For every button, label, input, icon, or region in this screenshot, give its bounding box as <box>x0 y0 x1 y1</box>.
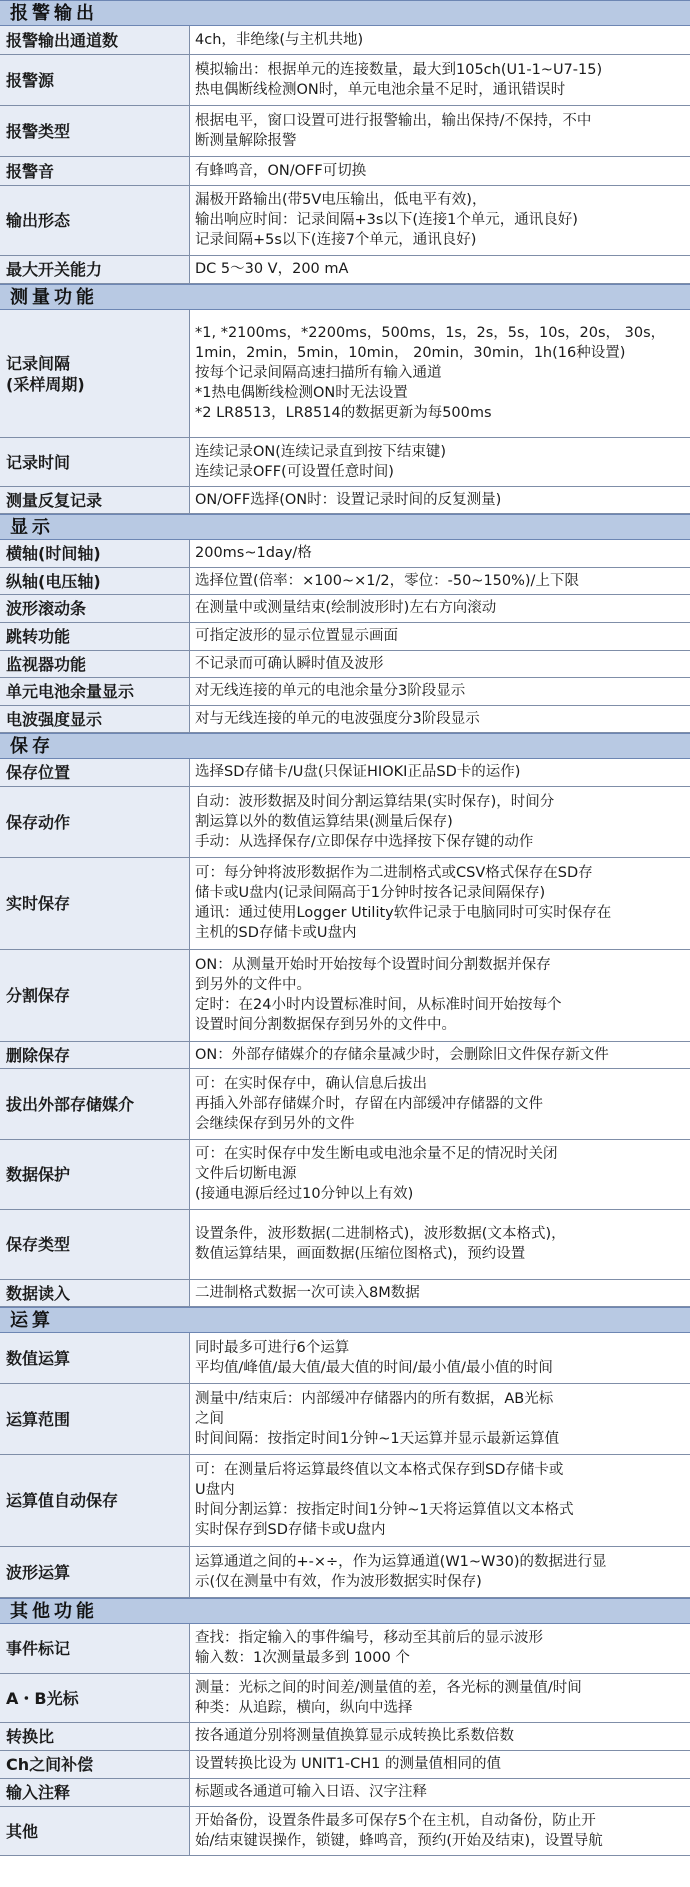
spec-value-line: U盘内 <box>195 1482 235 1498</box>
spec-value <box>190 623 690 650</box>
spec-value-line: 同时最多可进行6个运算 <box>195 1339 350 1356</box>
spec-row <box>0 1333 690 1384</box>
spec-row <box>0 651 690 678</box>
spec-value-line: 设置时间分割数据保存到另外的文件中。 <box>195 1017 456 1033</box>
spec-value-line: *2 LR8513，LR8514的数据更新为每500ms <box>195 405 492 421</box>
spec-row <box>0 1751 690 1779</box>
spec-value-line: *1热电偶断线检测ON时无法设置 <box>195 385 408 401</box>
spec-value-line: 输入数：1次测量最多到 1000 个 <box>195 1650 410 1666</box>
spec-key: Ch之间补偿 <box>0 1751 190 1778</box>
spec-value <box>190 1674 690 1722</box>
spec-key: 转换比 <box>0 1723 190 1750</box>
spec-value-line: 时间间隔：按指定时间1分钟~1天运算并显示最新运算值 <box>195 1430 560 1447</box>
spec-value-line: 连续记录OFF(可设置任意时间) <box>195 463 394 480</box>
spec-value <box>190 1069 690 1139</box>
spec-value <box>190 1280 690 1306</box>
spec-row <box>0 1384 690 1455</box>
spec-value-line: 测量中/结束后：内部缓冲存储器内的所有数据，AB光标 <box>195 1390 554 1407</box>
spec-value <box>190 1140 690 1209</box>
spec-value <box>190 438 690 486</box>
spec-key: 单元电池余量显示 <box>0 678 190 705</box>
spec-key: 删除保存 <box>0 1042 190 1068</box>
spec-key: 监视器功能 <box>0 651 190 677</box>
spec-value <box>190 1384 690 1454</box>
spec-key: 波形滚动条 <box>0 595 190 622</box>
spec-row <box>0 1210 690 1280</box>
spec-value-line: *1, *2100ms，*2200ms，500ms，1s，2s，5s，10s，20s， 30s， <box>195 325 666 341</box>
spec-value <box>190 568 690 594</box>
spec-value <box>190 1779 690 1806</box>
spec-value-line: 按每个记录间隔高速扫描所有输入通道 <box>195 365 442 381</box>
spec-value <box>190 186 690 255</box>
spec-row <box>0 568 690 595</box>
section-header: 运算 <box>0 1307 690 1333</box>
spec-key: 保存位置 <box>0 759 190 786</box>
section-header: 保存 <box>0 733 690 759</box>
spec-value-line: 测量：光标之间的时间差/测量值的差，各光标的测量值/时间 <box>195 1679 582 1696</box>
spec-key: 数据读入 <box>0 1280 190 1306</box>
spec-value <box>190 950 690 1041</box>
spec-row <box>0 858 690 950</box>
spec-key: 纵轴(电压轴) <box>0 568 190 594</box>
spec-row <box>0 623 690 651</box>
spec-value-line: 时间分割运算：按指定时间1分钟~1天将运算值以文本格式 <box>195 1502 574 1518</box>
spec-key: 实时保存 <box>0 858 190 949</box>
spec-row <box>0 787 690 858</box>
spec-row <box>0 1140 690 1210</box>
spec-value-line: 通讯：通过使用Logger Utility软件记录于电脑同时可实时保存在 <box>195 905 612 921</box>
spec-value <box>190 1807 690 1855</box>
spec-key: 电波强度显示 <box>0 706 190 732</box>
spec-value-line: 有蜂鸣音，ON/OFF可切换 <box>195 162 367 179</box>
spec-value-line: 断测量解除报警 <box>195 132 297 149</box>
spec-row <box>0 1455 690 1547</box>
spec-key: 报警输出通道数 <box>0 26 190 54</box>
spec-row <box>0 1547 690 1598</box>
spec-value <box>190 706 690 732</box>
spec-key: 拔出外部存储媒介 <box>0 1069 190 1139</box>
spec-value-line: 数值运算结果，画面数据(压缩位图格式)，预约设置 <box>195 1246 526 1262</box>
spec-value-line: 可：每分钟将波形数据作为二进制格式或CSV格式保存在SD存 <box>195 865 593 881</box>
spec-value <box>190 1042 690 1068</box>
spec-value-line: 到另外的文件中。 <box>195 977 311 993</box>
spec-value-line: ON：外部存储媒介的存储余量减少时，会删除旧文件保存新文件 <box>195 1046 609 1063</box>
spec-value-line: 热电偶断线检测ON时，单元电池余量不足时，通讯错误时 <box>195 81 566 98</box>
spec-key: 输入注释 <box>0 1779 190 1806</box>
spec-value-line: 开始备份，设置条件最多可保存5个在主机，自动备份，防止开 <box>195 1812 596 1829</box>
spec-key: A・B光标 <box>0 1674 190 1722</box>
spec-key: 记录时间 <box>0 438 190 486</box>
spec-row <box>0 487 690 514</box>
spec-value-line: 选择SD存储卡/U盘(只保证HIOKI正品SD卡的运作) <box>195 764 521 780</box>
spec-key: 运算范围 <box>0 1384 190 1454</box>
spec-row <box>0 950 690 1042</box>
spec-value-line: 设置条件，波形数据(二进制格式)，波形数据(文本格式)， <box>195 1226 566 1242</box>
spec-row <box>0 1624 690 1674</box>
spec-value-line: 实时保存到SD存储卡或U盘内 <box>195 1522 386 1538</box>
spec-value-line: 对无线连接的单元的电池余量分3阶段显示 <box>195 683 466 699</box>
spec-row <box>0 1042 690 1069</box>
spec-key: 波形运算 <box>0 1547 190 1597</box>
spec-value <box>190 651 690 677</box>
spec-value-line: (接通电源后经过10分钟以上有效) <box>195 1186 414 1202</box>
spec-row <box>0 1280 690 1307</box>
spec-row <box>0 26 690 55</box>
spec-row <box>0 1807 690 1856</box>
spec-row <box>0 759 690 787</box>
spec-row <box>0 55 690 106</box>
spec-value <box>190 1624 690 1673</box>
spec-value <box>190 1547 690 1597</box>
spec-value-line: 1min，2min，5min，10min， 20min，30min，1h(16种设置) <box>195 345 626 361</box>
spec-value-line: 在测量中或测量结束(绘制波形时)左右方向滚动 <box>195 600 497 616</box>
spec-row <box>0 256 690 284</box>
section-header: 测量功能 <box>0 284 690 310</box>
spec-key: 输出形态 <box>0 186 190 255</box>
spec-row <box>0 310 690 438</box>
spec-value <box>190 157 690 185</box>
spec-row <box>0 540 690 568</box>
spec-key: 报警源 <box>0 55 190 105</box>
spec-value <box>190 1333 690 1383</box>
spec-value-line: 记录间隔+5s以下(连接7个单元，通讯良好) <box>195 232 477 248</box>
spec-value-line: 不记录而可确认瞬时值及波形 <box>195 655 384 672</box>
spec-row <box>0 1779 690 1807</box>
spec-value-line: 可指定波形的显示位置显示画面 <box>195 628 398 644</box>
spec-row <box>0 678 690 706</box>
spec-value-line: 示(仅在测量中有效，作为波形数据实时保存) <box>195 1573 482 1590</box>
spec-value <box>190 1751 690 1778</box>
spec-value-line: 割运算以外的数值运算结果(测量后保存) <box>195 813 453 830</box>
spec-value-line: 储卡或U盘内(记录间隔高于1分钟时按各记录间隔保存) <box>195 885 546 901</box>
spec-value-line: 定时：在24小时内设置标准时间，从标准时间开始按每个 <box>195 997 562 1013</box>
spec-value-line: 可：在实时保存中，确认信息后拔出 <box>195 1075 427 1092</box>
spec-key: 跳转功能 <box>0 623 190 650</box>
spec-key: 事件标记 <box>0 1624 190 1673</box>
section-header: 报警输出 <box>0 0 690 26</box>
spec-value-line: 会继续保存到另外的文件 <box>195 1115 355 1132</box>
spec-value <box>190 678 690 705</box>
spec-key: 运算值自动保存 <box>0 1455 190 1546</box>
spec-value-line: 4ch，非绝缘(与主机共地) <box>195 31 364 48</box>
spec-row <box>0 1674 690 1723</box>
spec-value <box>190 26 690 54</box>
spec-key: 横轴(时间轴) <box>0 540 190 567</box>
spec-value <box>190 1723 690 1750</box>
spec-key: 保存类型 <box>0 1210 190 1279</box>
spec-row <box>0 1723 690 1751</box>
spec-value <box>190 310 690 437</box>
spec-row <box>0 438 690 487</box>
spec-value-line: 200ms~1day/格 <box>195 545 312 561</box>
spec-key: 最大开关能力 <box>0 256 190 283</box>
spec-value-line: 查找：指定输入的事件编号，移动至其前后的显示波形 <box>195 1630 543 1646</box>
spec-key: 报警音 <box>0 157 190 185</box>
spec-value <box>190 487 690 513</box>
spec-value-line: 连续记录ON(连续记录直到按下结束键) <box>195 443 447 460</box>
spec-key: 报警类型 <box>0 106 190 156</box>
spec-row <box>0 595 690 623</box>
spec-value-line: 模拟输出：根据单元的连接数量，最大到105ch(U1-1~U7-15) <box>195 61 603 78</box>
spec-value-line: 可：在测量后将运算最终值以文本格式保存到SD存储卡或 <box>195 1462 564 1478</box>
spec-value <box>190 595 690 622</box>
spec-key: 分割保存 <box>0 950 190 1041</box>
spec-value-line: 标题或各通道可输入日语、汉字注释 <box>195 1784 427 1800</box>
spec-value-line: 可：在实时保存中发生断电或电池余量不足的情况时关闭 <box>195 1146 558 1162</box>
spec-value <box>190 759 690 786</box>
spec-value <box>190 787 690 857</box>
spec-value-line: 始/结束键误操作，锁键，蜂鸣音，预约(开始及结束)，设置导航 <box>195 1832 603 1849</box>
spec-key: 保存动作 <box>0 787 190 857</box>
spec-key: 其他 <box>0 1807 190 1855</box>
spec-value-line: DC 5～30 V，200 mA <box>195 261 349 277</box>
spec-value-line: 设置转换比设为 UNIT1-CH1 的测量值相同的值 <box>195 1756 502 1772</box>
section-header: 显示 <box>0 514 690 540</box>
spec-value <box>190 858 690 949</box>
spec-key: 测量反复记录 <box>0 487 190 513</box>
spec-value-line: 选择位置(倍率：×100~×1/2，零位：-50~150%)/上下限 <box>195 572 579 589</box>
spec-value-line: 平均值/峰值/最大值/最大值的时间/最小值/最小值的时间 <box>195 1359 553 1376</box>
spec-value-line: 自动：波形数据及时间分割运算结果(实时保存)，时间分 <box>195 793 555 810</box>
spec-value-line: 种类：从追踪，横向，纵向中选择 <box>195 1699 413 1716</box>
spec-value <box>190 1455 690 1546</box>
spec-value-line: ON：从测量开始时开始按每个设置时间分割数据并保存 <box>195 957 551 973</box>
spec-value <box>190 540 690 567</box>
spec-row <box>0 706 690 733</box>
spec-key: 数据保护 <box>0 1140 190 1209</box>
spec-key: 记录间隔 (采样周期) <box>0 310 190 437</box>
section-header: 其他功能 <box>0 1598 690 1624</box>
spec-value-line: 运算通道之间的+-×÷，作为运算通道(W1~W30)的数据进行显 <box>195 1553 607 1570</box>
spec-value <box>190 106 690 156</box>
spec-value-line: 手动：从选择保存/立即保存中选择按下保存键的动作 <box>195 833 534 850</box>
spec-value-line: 再插入外部存储媒介时，存留在内部缓冲存储器的文件 <box>195 1095 543 1112</box>
spec-value-line: 文件后切断电源 <box>195 1166 297 1182</box>
spec-row <box>0 157 690 186</box>
spec-value-line: 二进制格式数据一次可读入8M数据 <box>195 1284 420 1301</box>
spec-value-line: 对与无线连接的单元的电波强度分3阶段显示 <box>195 710 480 727</box>
spec-value <box>190 1210 690 1279</box>
spec-value-line: 按各通道分别将测量值换算显示成转换比系数倍数 <box>195 1728 514 1744</box>
spec-row <box>0 106 690 157</box>
spec-value-line: ON/OFF选择(ON时：设置记录时间的反复测量) <box>195 491 502 508</box>
spec-value <box>190 55 690 105</box>
spec-value-line: 主机的SD存储卡或U盘内 <box>195 925 357 941</box>
spec-value-line: 根据电平，窗口设置可进行报警输出，输出保持/不保持，不中 <box>195 112 592 129</box>
spec-value-line: 之间 <box>195 1410 224 1427</box>
spec-key: 数值运算 <box>0 1333 190 1383</box>
spec-value-line: 漏极开路输出(带5V电压输出，低电平有效)， <box>195 192 487 208</box>
spec-row <box>0 1069 690 1140</box>
spec-row <box>0 186 690 256</box>
spec-value-line: 输出响应时间：记录间隔+3s以下(连接1个单元，通讯良好) <box>195 212 578 228</box>
spec-value <box>190 256 690 283</box>
